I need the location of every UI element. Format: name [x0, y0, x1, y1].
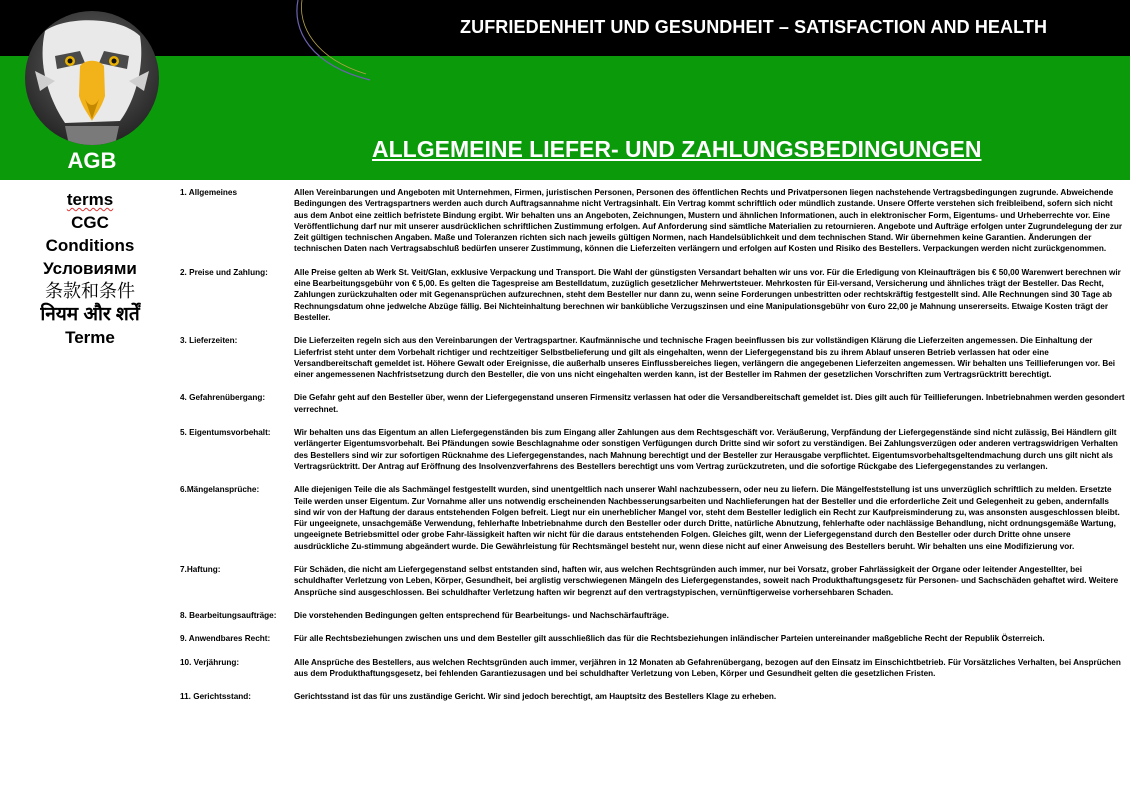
- section-label: 8. Bearbeitungsaufträge:: [180, 610, 277, 620]
- section-label: 9. Anwendbares Recht:: [180, 634, 271, 644]
- section-label: 4. Gefahrenübergang:: [180, 393, 266, 403]
- section-label: 3. Lieferzeiten:: [180, 336, 238, 346]
- section-bearbeitungsauftraege: [180, 610, 1125, 621]
- section-text: Gerichtsstand ist das für uns zuständige Gericht. Wir sind jedoch berechtigt, am Hauptsitz des Bestellers Klage zu erheben.: [294, 692, 777, 702]
- section-gefahrenuebergang: [180, 392, 1125, 415]
- section-lieferzeiten: [180, 335, 1125, 380]
- section-text: Für alle Rechtsbeziehungen zwischen uns und dem Besteller gilt ausschließlich das für die Rechtsbeziehungen inländischer Parteien untereinander maßgebliche Recht der Republik Österreich.: [294, 634, 1045, 644]
- sidebar-item-russian[interactable]: Условиями: [43, 259, 137, 278]
- section-label: 10. Verjährung:: [180, 657, 240, 667]
- section-haftung: [180, 564, 1125, 598]
- eagle-logo[interactable]: [25, 11, 159, 145]
- sidebar-item-terms[interactable]: terms: [66, 190, 114, 209]
- language-sidebar: [20, 188, 160, 349]
- section-label: 11. Gerichtsstand:: [180, 692, 251, 702]
- section-text: Die Gefahr geht auf den Besteller über, wenn der Liefergegenstand unseren Firmensitz verlassen hat oder die Versandbereitschaft gemeldet ist. Dies gilt auch für Teillieferungen. Inbetriebnahmen werden gesondert verrechnet.: [294, 393, 1125, 414]
- section-text: Für Schäden, die nicht am Liefergegenstand selbst entstanden sind, haften wir, aus welchen Rechtsgründen auch immer, nur bei Vorsatz, grober Fahrlässigkeit der Organe oder leitender Angestellter, bei schuldhafter Verletzung von Leben, Körper, Gesundheit, bei arglistig verschwiegenen Mängeln des Liefergegenstandes, soweit nach Produkthaftungsgesetz für Personen- und Sachschäden gehaftet wird. Weitere Ansprüche sind ausgeschlossen. Bei schuldhafter Verletzung haften wir begrenzt auf den vertragstypischen, vernünftigerweise vorhersehbaren Schaden.: [294, 565, 1119, 597]
- section-label: 5. Eigentumsvorbehalt:: [180, 428, 271, 438]
- section-allgemeines: [180, 187, 1125, 255]
- section-text: Allen Vereinbarungen und Angeboten mit Unternehmen, Firmen, juristischen Personen, Personen des öffentlichen Rechts und Privatpersonen liegen nachstehende Vertragsbedingungen zugrunde. Abweichende Bedingungen des Vertragspartners werden auch durch Auftragsannahme nicht Vertragsinhalt. Ein Vertrag kommt schriftlich oder mündlich zustande. Unsere Offerte verstehen sich freibleibend, sofern sich nicht aus dem Anbot eine zeitlich befristete Bindung ergibt. Wir behalten uns an Angeboten, Zeichnungen, Mustern und ähnlichen Informationen, auch in elektronischer Form, Eigentums- und Urheberrechte vor. Eine Veröffentlichung darf nur mit unserer ausdrücklichen schriftlichen Zustimmung erfolgen. Auf Anforderung sind sämtliche Materialien zu retournieren. Angebote und Aufträge erfolgen unter Zugrundelegung der zur Zeit gültigen technischen Angaben. Maße und Toleranzen richten sich nach jeweils gültigen Normen, nach Handelsüblichkeit und dem technischen Stand. Wir übernehmen keine Garantien. Änderungen der technischen Daten nach Vertragsabschluß bedürfen unserer Zustimmung, können die Lieferzeiten verlängern und erfolgen auf Kosten und Risiko des Bestellers. Verpackungen werden nicht zurückgenommen.: [294, 188, 1123, 254]
- section-label: 7.Haftung:: [180, 565, 221, 575]
- terms-sections: [180, 187, 1125, 714]
- section-maengelansprueche: [180, 484, 1125, 552]
- section-text: Wir behalten uns das Eigentum an allen Liefergegenständen bis zum Eingang aller Zahlungen aus dem Rechtsgeschäft vor. Veräußerung, Verpfändung der Liefergegenstände sind nicht zulässig, Bei Händlern gilt verlängerter Eigentumsvorbehalt. Bei Pfändungen sowie Beschlagnahme oder sonstigen Verfügungen durch Dritte sind wir sofort zu verständigen. Bei Zahlungsverzügen oder anderen vertragswidrigen Verhalten des Bestellers sind wir zur sofortigen Rücknahme des Liefergegenstandes, nach Mahnung berechtigt und der Besteller zur Herausgabe verpflichtet. Eigentumsvorbehaltsgeltendmachung durch uns gilt nicht als Vertragsrücktritt. Der Antrag auf Eröffnung des Insolvenzverfahrens des Bestellers berechtigt uns vom Vertrag zurückzutreten, und die sofortige Rückgabe des Liefergegenstandes zu verlangen.: [294, 428, 1118, 471]
- page-title: ALLGEMEINE LIEFER- UND ZAHLUNGSBEDINGUNGEN: [372, 136, 982, 162]
- section-label: 1. Allgemeines: [180, 188, 238, 197]
- section-anwendbares-recht: [180, 633, 1125, 644]
- section-text: Alle diejenigen Teile die als Sachmängel festgestellt wurden, sind unentgeltlich nach unserer Wahl nachzubessern, oder neu zu liefern. Die Mängelfeststellung ist uns unverzüglich schriftlich zu melden. Ersetzte Teile werden unser Eigentum. Zur Vornahme aller uns notwendig erscheinenden Nachbesserungsarbeiten und Nachlieferungen hat der Besteller und die erforderliche Zeit und Gelegenheit zu geben, andernfalls sind wir von der Haftung der daraus entstehenden Folgen befreit. Liegt nur ein unerheblicher Mangel vor, steht dem Besteller lediglich ein Recht zur Kaufpreisminderung zu, was ansonsten ausgeschlossen bleibt. Für ungeeignete, unsachgemäße Verwendung, fehlerhafte Inbetriebnahme durch den Besteller oder durch Dritte, natürliche Abnutzung, fehlerhafte oder nachlässige Behandlung, nicht ordnungsgemäße Wartung, ungeeignete Betriebsmittel oder grobe Fahr-lässigkeit haften wir nicht für die daraus entstehenden Folgen. Gleiches gilt, wenn der Liefergegenstand durch den Besteller oder durch Dritte ohne unsere ausdrückliche Zu-stimmung abgeändert wurde. Die Gewährleistung für Rechtsmängel besteht nur, wenn diese nicht auf einer Anweisung des Bestellers beruht. Wir behalten uns eine Modifizierung vor.: [294, 485, 1120, 551]
- section-label: 6.Mängelansprüche:: [180, 485, 260, 495]
- sidebar-item-chinese[interactable]: 条款和条件: [45, 281, 135, 301]
- section-eigentumsvorbehalt: [180, 427, 1125, 472]
- section-verjaehrung: [180, 657, 1125, 680]
- sidebar-item-conditions[interactable]: Conditions: [45, 236, 135, 255]
- section-label: 2. Preise und Zahlung:: [180, 267, 268, 277]
- sidebar-item-hindi[interactable]: नियम और शर्तें: [40, 304, 140, 325]
- sidebar-item-terme[interactable]: Terme: [65, 328, 115, 347]
- sidebar-item-cgc[interactable]: CGC: [71, 213, 109, 232]
- agb-label: AGB: [67, 148, 117, 173]
- section-text: Alle Ansprüche des Bestellers, aus welchen Rechtsgründen auch immer, verjähren in 12 Monaten ab Gefahrenübergang, bezogen auf den Einsatz im Einschichtbetrieb. Für Vorsätzliches Verhalten, bei Ansprüchen aus dem Produkthaftungsgesetz, bei fehlenden Garantiezusagen und bei schuldhafter Verletzung von Leben, Körper und Gesundheit gelten die gesetzlichen Fristen.: [294, 657, 1121, 678]
- section-text: Die Lieferzeiten regeln sich aus den Vereinbarungen der Vertragspartner. Kaufmännische und technische Fragen beeinflussen bis zur vollständigen Klärung die Lieferzeiten angemessen. Die Einhaltung der Lieferfrist steht unter dem Vorbehalt richtiger und rechtzeitiger Selbstbelieferung und gilt als eingehalten, wenn der Liefergegenstand bis zu ihrem Ablauf unseren Betrieb verlassen hat oder eine Versandbereitschaft gemeldet ist. Höhere Gewalt oder Ereignisse, die außerhalb unseres Einflussbereiches liegen, verlängern die angegebenen Lieferzeiten angemessen. Wir behalten uns Teillieferungen vor. Bei einer angemessenen Nachfristsetzung durch den Besteller, die von uns nicht eingehalten werden kann, ist der Besteller im Rahmen der gesetzlichen Vorschriften zum Vertragsrücktritt berechtigt.: [294, 336, 1116, 380]
- section-gerichtsstand: [180, 691, 1125, 702]
- section-text: Alle Preise gelten ab Werk St. Veit/Glan, exklusive Verpackung und Transport. Die Wahl der günstigsten Versandart behalten wir uns vor. Für die Erledigung von Kleinaufträgen bis € 50,00 Warenwert berechnen wir eine Bearbeitungsgebühr von € 5,00. Es gelten die Tagespreise am Bestelldatum, zuzüglich gesetzlicher Mehrwertsteuer. Mehrkosten für Eil-versand, Versicherung und ähnliches trägt der Besteller. Das Recht, Zahlungen zurückzuhalten oder mit Gegenansprüchen aufzurechnen, steht dem Besteller nur dann zu, wenn seine Forderungen unbestritten oder rechtskräftig festgestellt sind. Alle Rechnungen sind 30 Tage ab Rechnungsdatum ohne jedwelche Abzüge fällig. Bei Nichteinhaltung berechnen wir bankübliche Verzugszinsen und eine Manipulationsgebühr von €uro 22,00 je Mahnung unsererseits. Etwaige Kosten trägt der Besteller.: [294, 267, 1121, 322]
- site-title: ZUFRIEDENHEIT UND GESUNDHEIT – SATISFACTION AND HEALTH: [460, 17, 1048, 37]
- section-preise: [180, 267, 1125, 323]
- section-text: Die vorstehenden Bedingungen gelten entsprechend für Bearbeitungs- und Nachschärfaufträge.: [294, 610, 669, 620]
